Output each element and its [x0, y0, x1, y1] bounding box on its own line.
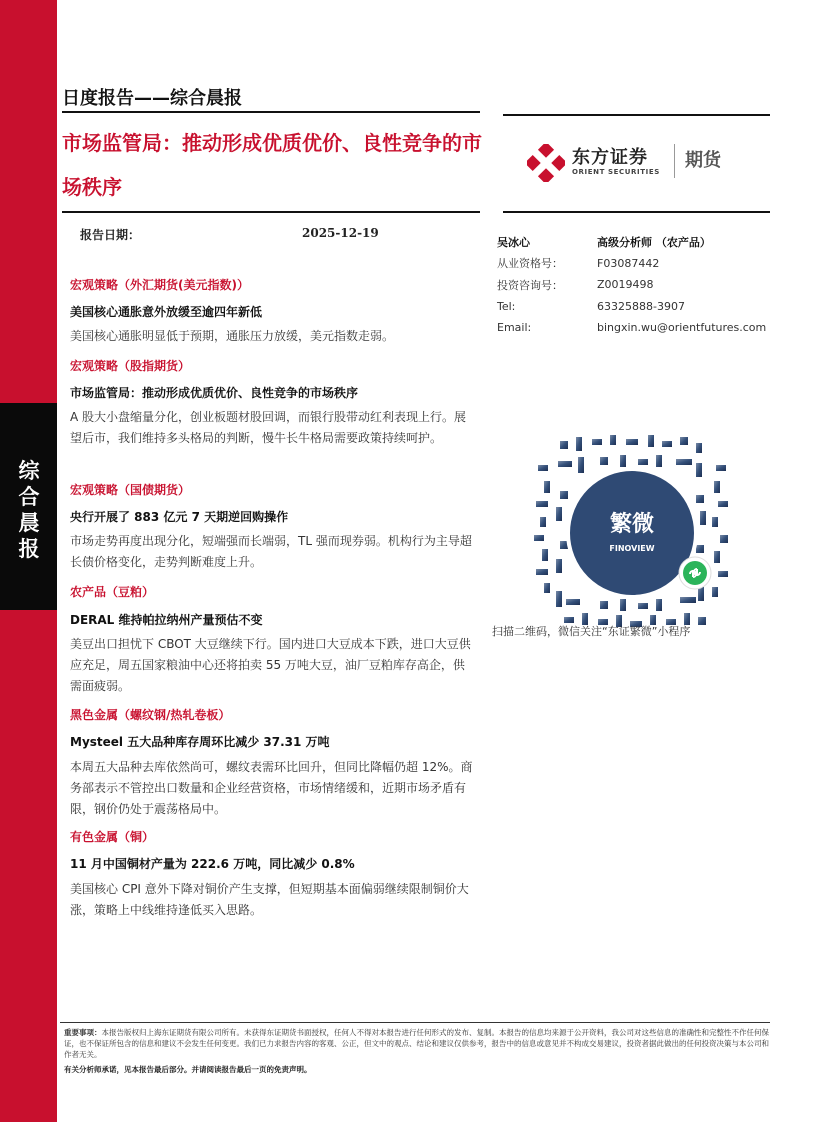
side-label: 综合晨报 [18, 459, 40, 561]
header-rule-left [62, 111, 480, 113]
analyst-info [497, 231, 772, 339]
section-item-title: 11 月中国铜材产量为 222.6 万吨，同比减少 0.8% [70, 857, 355, 871]
section-heading: 农产品（豆粕） [70, 585, 155, 599]
analyst-row-value: Z0019498 [597, 278, 654, 292]
section-body: 美国核心 CPI 意外下降对铜价产生支撑，但短期基本面偏弱继续限制铜价大涨，策略上中线维持逢低买入思路。 [70, 882, 469, 917]
analyst-email[interactable]: bingxin.wu@orientfutures.com [597, 321, 767, 335]
analyst-row [497, 317, 772, 339]
logo-division: 期货 [685, 150, 721, 171]
section-heading: 黑色金属（螺纹钢/热轧卷板） [70, 708, 231, 722]
report-date-label: 报告日期： [80, 228, 141, 242]
analyst-row [497, 296, 772, 318]
section-body: A 股大小盘缩量分化，创业板题材股回调，而银行股带动红利表现上行。展望后市，我们维持多头格局的判断，慢牛长牛格局需要政策持续呵护。 [70, 410, 467, 445]
analyst-row-value: F03087442 [597, 256, 660, 270]
disclaimer-text: 本报告版权归上海东证期货有限公司所有。未获得东证期货书面授权，任何人不得对本报告进行任何形式的发布、复制。本报告的信息均来源于公开资料，我公司对这些信息的准确性和完整性不作任何保证，也不保证所包含的信息和建议不会发生任何变更。我们已力求报告内容的客观、公正，但文中的观点、结论和建议仅供参考，报告中的信息或意见并不构成交易建议，投资者据此做出的任何投资决策与本公司和作者无关。 [64, 1028, 769, 1059]
analyst-row-label: 投资咨询号： [497, 278, 563, 292]
section-heading: 宏观策略（国债期货） [70, 483, 191, 497]
section-body: 本周五大品种去库依然尚可，螺纹表需环比回升，但同比降幅仍超 12%。商务部表示不管控出口数量和企业经营资格，市场情绪缓和，近期市场矛盾有限，钢价仍处于震荡格局中。 [70, 760, 473, 816]
orient-logo-icon [527, 144, 565, 182]
footer-rule [60, 1022, 770, 1023]
logo-divider [674, 144, 675, 178]
qr-center-subtitle: FINOVIEW [609, 544, 655, 553]
section-item-title: 央行开展了 883 亿元 7 天期逆回购操作 [70, 510, 289, 524]
section-body: 市场走势再度出现分化，短端强而长端弱，TL 强而现券弱。机构行为主导超长债价格变化，走势判断难度上升。 [70, 534, 472, 569]
qr-code[interactable] [530, 431, 734, 635]
disclaimer [64, 1027, 770, 1060]
section-heading: 宏观策略（股指期货） [70, 359, 191, 373]
title-rule-left [62, 211, 480, 213]
section-item-title: 市场监管局：推动形成优质优价、良性竞争的市场秩序 [70, 386, 359, 400]
title-rule-right [503, 211, 770, 213]
analyst-row [497, 253, 772, 275]
logo-company-name: 东方证券 [572, 147, 648, 168]
logo-company-english: ORIENT SECURITIES [572, 168, 660, 176]
analyst-row-label: Tel: [497, 299, 516, 313]
page-title: 市场监管局：推动形成优质优价、良性竞争的市场秩序 [62, 131, 482, 199]
section-item-title: DERAL 维持帕拉纳州产量预估不变 [70, 613, 263, 627]
analyst-title: 高级分析师 （农产品） [597, 235, 711, 249]
section-body: 美豆出口担忧下 CBOT 大豆继续下行。国内进口大豆成本下跌，进口大豆供应充足，周五国家粮油中心还将拍卖 55 万吨大豆，油厂豆粕库存高企，供需面疲弱。 [70, 637, 471, 693]
section-heading: 有色金属（铜） [70, 830, 155, 844]
qr-center-title: 繁微 [609, 512, 655, 537]
section-item-title: 美国核心通胀意外放缓至逾四年新低 [70, 305, 263, 319]
analyst-row-label: Email: [497, 321, 532, 335]
analyst-row [497, 274, 772, 296]
analyst-row-value: 63325888-3907 [597, 299, 685, 313]
disclaimer-label: 重要事项： [64, 1028, 102, 1037]
mini-program-icon [678, 556, 712, 590]
section-body: 美国核心通胀明显低于预期，通胀压力放缓，美元指数走弱。 [70, 329, 395, 343]
analyst-header-row [497, 231, 772, 253]
section-item-title: Mysteel 五大品种库存周环比减少 37.31 万吨 [70, 735, 330, 749]
section-heading: 宏观策略（外汇期货(美元指数)） [70, 278, 249, 292]
analyst-name: 吴冰心 [497, 235, 530, 249]
analyst-row-label: 从业资格号： [497, 257, 563, 271]
qr-caption: 扫描二维码，微信关注“东证繁微”小程序 [492, 625, 691, 638]
analyst-promise-note: 有关分析师承诺，见本报告最后部分。并请阅读报告最后一页的免责声明。 [64, 1065, 312, 1074]
report-date: 2025-12-19 [302, 226, 379, 240]
document-type: 日度报告——综合晨报 [62, 88, 242, 109]
header-rule-right [503, 114, 770, 116]
